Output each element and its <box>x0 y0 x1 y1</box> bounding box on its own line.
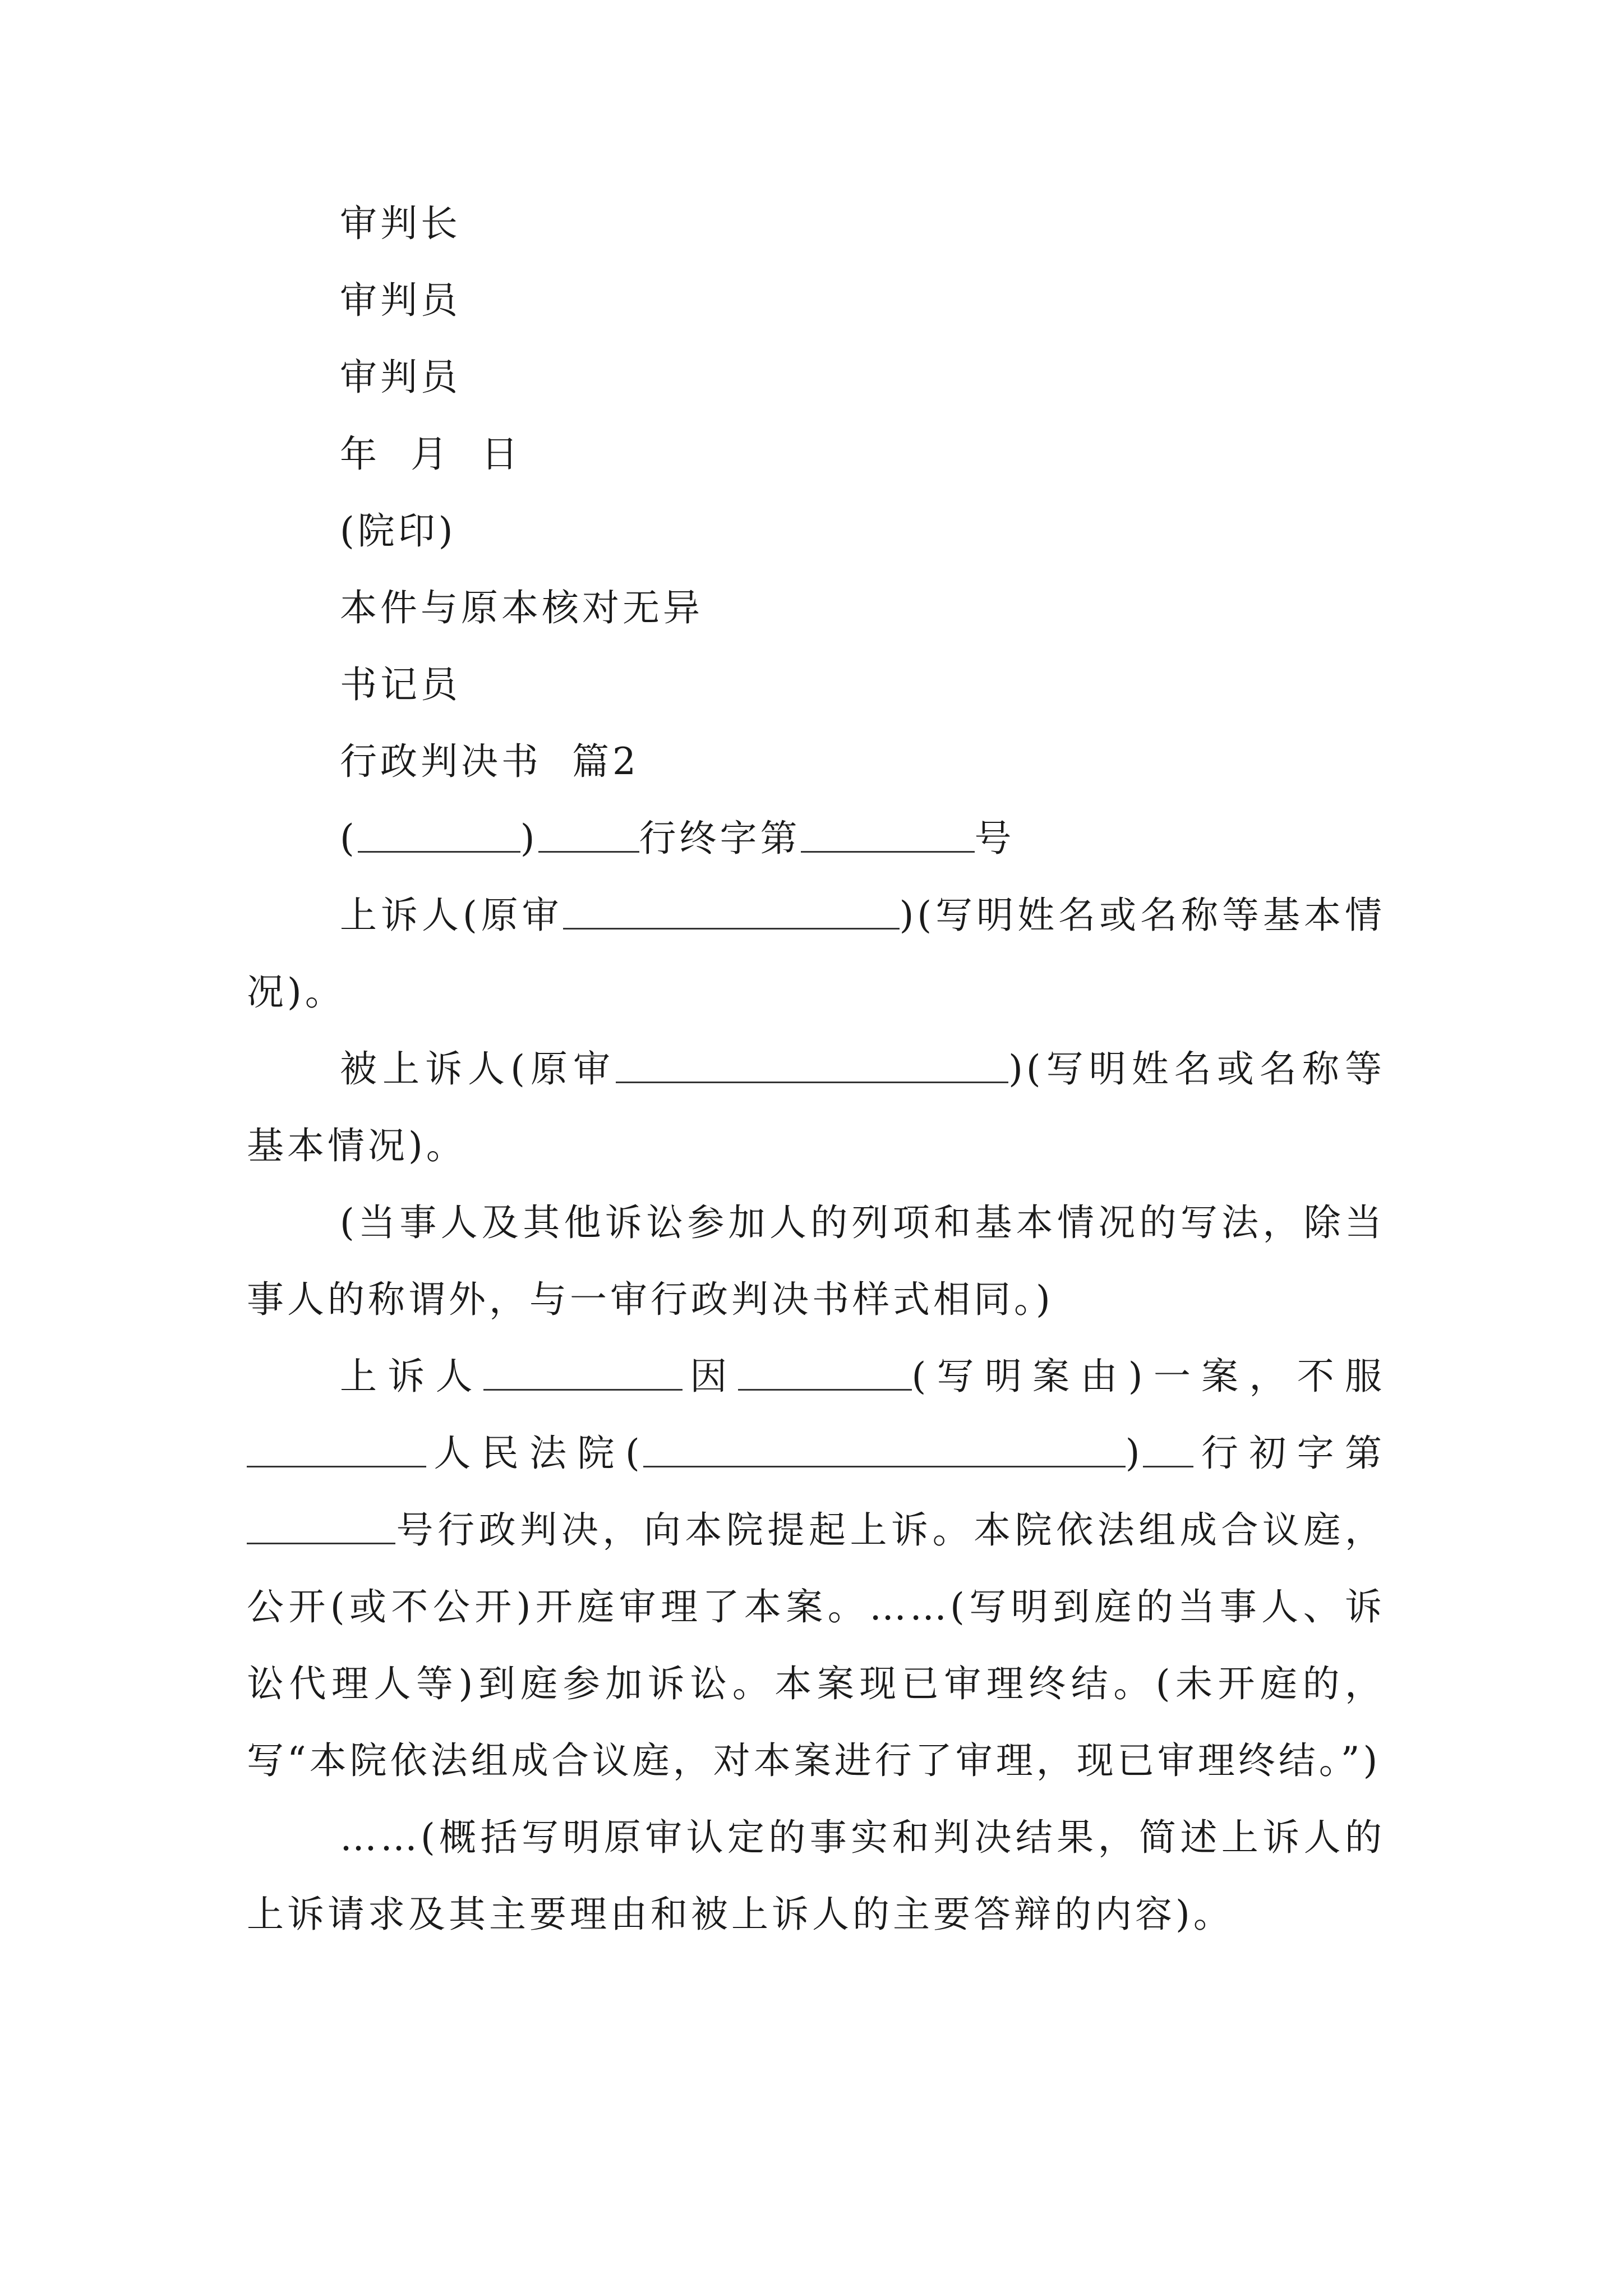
appellee-role-blank[interactable] <box>616 1047 1008 1084</box>
clerk-line: 书记员 <box>340 663 461 706</box>
appellant-name-blank[interactable] <box>483 1354 683 1391</box>
chief-judge-line: 审判长 <box>340 202 461 245</box>
appeal-paragraph <box>247 1338 1385 1799</box>
verification-line: 本件与原本核对无异 <box>340 586 703 629</box>
document-body <box>247 185 1385 1953</box>
appellee-prefix: 被上诉人(原审 <box>340 1047 616 1091</box>
lower-case-year-blank[interactable] <box>643 1431 1126 1468</box>
seal-line: (院印) <box>340 509 457 553</box>
appeal-text-2: 因 <box>682 1355 738 1398</box>
case-number-suffix: 号 <box>974 817 1015 860</box>
appeal-text-1: 上诉人 <box>340 1355 483 1398</box>
lower-court-abbrev-blank[interactable] <box>1143 1431 1193 1468</box>
case-number-line <box>247 800 1385 877</box>
appellant-prefix: 上诉人(原审 <box>340 894 563 937</box>
appellee-suffix: )(写明姓名或名称等基本情况)。 <box>247 1047 1386 1167</box>
section-title-text: 行政判决书 篇2 <box>340 740 639 783</box>
judge-line-1: 审判员 <box>340 279 461 322</box>
appeal-text-7: 号行政判决，向本院提起上诉。本院依法组成合议庭，公开(或不公开)开庭审理了本案。……(写明到庭的当事人、诉讼代理人等)到庭参加诉讼。本案现已审理终结。(未开庭的，写“本院依法组成合议庭，对本案进行了审理，现已审理终结。”) <box>247 1508 1385 1782</box>
section-title <box>247 723 1385 800</box>
case-serial-blank[interactable] <box>801 816 975 853</box>
date-line <box>247 416 1385 493</box>
case-number-open: ( <box>340 817 358 860</box>
appellee-paragraph <box>247 1030 1385 1184</box>
appellant-paragraph <box>247 877 1385 1030</box>
case-number-mid: ) <box>520 817 538 860</box>
appeal-text-6: 行初字第 <box>1193 1432 1386 1475</box>
lower-case-serial-blank[interactable] <box>247 1508 395 1545</box>
participants-note: (当事人及其他诉讼参加人的列项和基本情况的写法，除当事人的称谓外，与一审行政判决书样式相同。) <box>247 1201 1385 1321</box>
case-cause-blank[interactable] <box>738 1354 912 1391</box>
date-text: 年 月 日 <box>340 432 522 476</box>
case-year-blank[interactable] <box>358 816 520 853</box>
case-number-label: 行终字第 <box>639 817 801 860</box>
appellant-suffix: )(写明姓名或名称等基本情况)。 <box>247 894 1386 1014</box>
appeal-text-5: ) <box>1125 1432 1144 1475</box>
summary-paragraph: ……(概括写明原审认定的事实和判决结果，简述上诉人的上诉请求及其主要理由和被上诉人的主要答辩的内容)。 <box>247 1816 1385 1936</box>
appeal-text-3: (写明案由)一案，不服 <box>911 1355 1386 1398</box>
lower-court-blank[interactable] <box>247 1431 426 1468</box>
court-abbrev-blank[interactable] <box>538 816 639 853</box>
judge-line-2: 审判员 <box>340 356 461 399</box>
appellant-role-blank[interactable] <box>563 893 900 930</box>
appeal-text-4: 人民法院( <box>426 1432 643 1475</box>
